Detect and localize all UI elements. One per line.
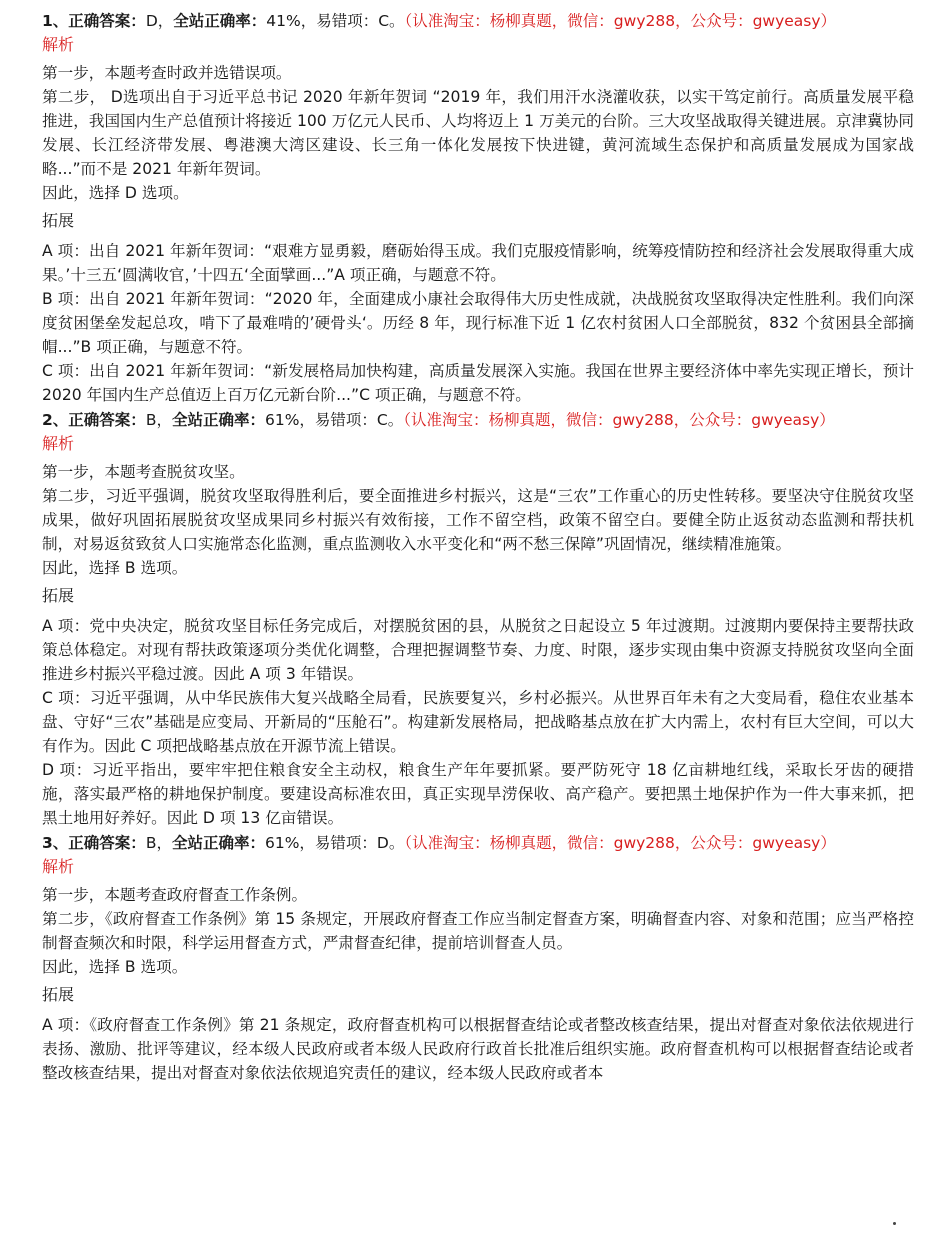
question-2 [42,409,914,830]
answer-value: D， [145,12,174,30]
answer-value: B， [145,411,172,429]
question-1 [42,10,914,407]
rate-label: 全站正确率： [173,12,267,30]
source-note: （认准淘宝：杨柳真题，微信：gwy288，公众号：gwyeasy） [404,834,836,852]
extension-option-b: B 项：出自 2021 年新年贺词：“2020 年，全面建成小康社会取得伟大历史性成就，决战脱贫攻坚取得决定性胜利。我们向深度贫困堡垒发起总攻，啃下了最难啃的’硬骨头‘。历经 8 年，现行标准下近 1 亿农村贫困人口全部脱贫，832 个贫困县全部摘帽...”B 项正确，与题意不符。 [42,290,914,356]
analysis-conclusion: 因此，选择 D 选项。 [42,184,189,202]
rate-value: 61%，易错项：D。 [264,834,405,852]
analysis-title: 解析 [42,35,75,54]
question-number: 2、 [42,411,69,429]
extension-title: 拓展 [42,211,75,230]
analysis-title: 解析 [42,857,75,876]
analysis-step-2: 第二步， D选项出自于习近平总书记 2020 年新年贺词 “2019 年，我们用汗水浇灌收获，以实干笃定前行。高质量发展平稳推进，我国国内生产总值预计将接近 100 万亿元人民币、人均将迈上 1 万美元的台阶。三大攻坚战取得关键进展。京津冀协同发展、长江经济带发展、粤港澳大湾区建设、长三角一体化发展按下快进键，黄河流域生态保护和高质量发展成为国家战略...”而不是 2021 年新年贺词。 [42,88,914,178]
extension-option-d: D 项：习近平指出，要牢牢把住粮食安全主动权，粮食生产年年要抓紧。要严防死守 18 亿亩耕地红线，采取长牙齿的硬措施，落实最严格的耕地保护制度。要建设高标准农田，真正实现旱涝保收、高产稳产。要把黑土地保护作为一件大事来抓，把黑土地用好养好。因此 D 项 13 亿亩错误。 [42,761,914,827]
question-header [42,832,914,854]
question-number: 3、 [42,834,69,852]
question-header [42,409,914,431]
question-3 [42,832,914,1085]
extension-title: 拓展 [42,985,75,1004]
extension-title: 拓展 [42,586,75,605]
rate-label: 全站正确率： [171,411,265,429]
answer-value: B， [145,834,172,852]
extension-option-c: C 项：习近平强调，从中华民族伟大复兴战略全局看，民族要复兴，乡村必振兴。从世界百年未有之大变局看，稳住农业基本盘、守好“三农”基础是应变局、开新局的“压舱石”。构建新发展格局，把战略基点放在扩大内需上，农村有巨大空间，可以大有作为。因此 C 项把战略基点放在开源节流上错误。 [42,689,914,755]
analysis-conclusion: 因此，选择 B 选项。 [42,559,188,577]
analysis-step-1: 第一步，本题考查脱贫攻坚。 [42,463,245,481]
page-mark [893,1222,896,1225]
source-note: （认准淘宝：杨柳真题，微信：gwy288，公众号：gwyeasy） [404,12,837,30]
document-page [42,10,914,1087]
answer-label: 正确答案： [68,411,146,429]
extension-option-c: C 项：出自 2021 年新年贺词：“新发展格局加快构建，高质量发展深入实施。我国在世界主要经济体中率先实现正增长，预计 2020 年国内生产总值迈上百万亿元新台阶...”C 项正确，与题意不符。 [42,362,914,404]
analysis-step-2: 第二步，《政府督查工作条例》第 15 条规定，开展政府督查工作应当制定督查方案，明确督查内容、对象和范围；应当严格控制督查频次和时限，科学运用督查方式，严肃督查纪律，提前培训督查人员。 [42,910,914,952]
source-note: （认准淘宝：杨柳真题，微信：gwy288，公众号：gwyeasy） [403,411,835,429]
rate-value: 61%，易错项：C。 [264,411,404,429]
rate-value: 41%，易错项：C。 [266,12,405,30]
analysis-title: 解析 [42,434,75,453]
rate-label: 全站正确率： [171,834,265,852]
answer-label: 正确答案： [68,834,146,852]
extension-option-a: A 项：《政府督查工作条例》第 21 条规定，政府督查机构可以根据督查结论或者整改核查结果，提出对督查对象依法依规进行表扬、激励、批评等建议，经本级人民政府或者本级人民政府行政首长批准后组织实施。政府督查机构可以根据督查结论或者整改核查结果，提出对督查对象依法依规追究责任的建议，经本级人民政府或者本 [42,1016,914,1082]
analysis-conclusion: 因此，选择 B 选项。 [42,958,188,976]
answer-label: 正确答案： [68,12,146,30]
question-header [42,10,914,32]
extension-option-a: A 项：党中央决定，脱贫攻坚目标任务完成后，对摆脱贫困的县，从脱贫之日起设立 5 年过渡期。过渡期内要保持主要帮扶政策总体稳定。对现有帮扶政策逐项分类优化调整，合理把握调整节奏、力度、时限，逐步实现由集中资源支持脱贫攻坚向全面推进乡村振兴平稳过渡。因此 A 项 3 年错误。 [42,617,914,683]
analysis-step-1: 第一步，本题考查政府督查工作条例。 [42,886,308,904]
analysis-step-2: 第二步，习近平强调，脱贫攻坚取得胜利后，要全面推进乡村振兴，这是“三农”工作重心的历史性转移。要坚决守住脱贫攻坚成果，做好巩固拓展脱贫攻坚成果同乡村振兴有效衔接，工作不留空档，政策不留空白。要健全防止返贫动态监测和帮扶机制，对易返贫致贫人口实施常态化监测，重点监测收入水平变化和“两不愁三保障”巩固情况，继续精准施策。 [42,487,914,553]
extension-option-a: A 项：出自 2021 年新年贺词：“艰难方显勇毅，磨砺始得玉成。我们克服疫情影响，统筹疫情防控和经济社会发展取得重大成果。’十三五‘圆满收官，’十四五‘全面擘画...”A 项正确，与题意不符。 [42,242,914,284]
analysis-step-1: 第一步，本题考查时政并选错误项。 [42,64,292,82]
question-number: 1、 [42,12,69,30]
